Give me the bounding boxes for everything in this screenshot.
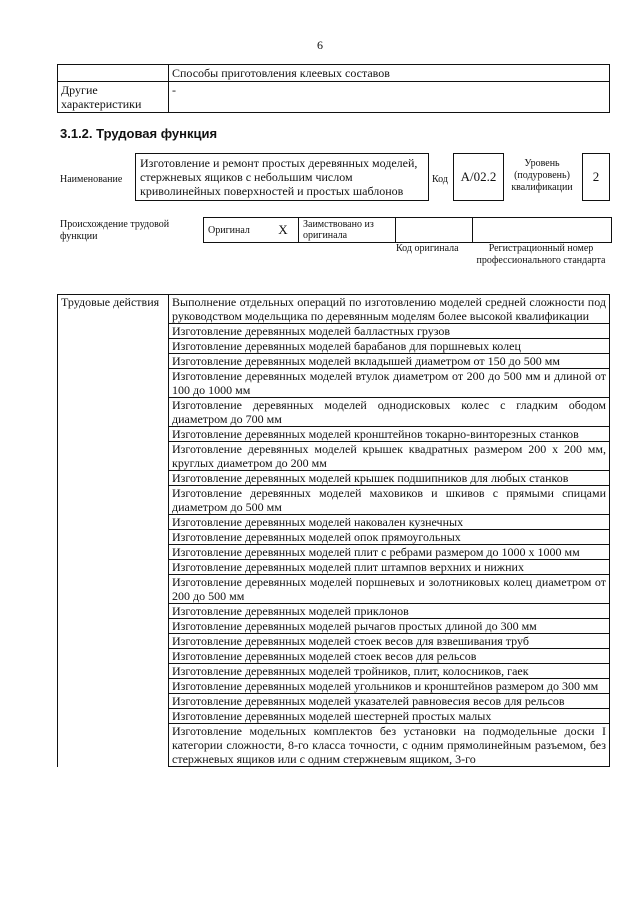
origin-table [203, 217, 612, 243]
labor-action-item: Изготовление деревянных моделей маховиков и шкивов с прямыми спицами диаметром до 500 мм [169, 486, 610, 515]
reg-number-label: Регистрационный номер профессионального стандарта [476, 243, 606, 266]
borrowed-label: Заимствовано из оригинала [299, 218, 396, 243]
labor-action-item: Изготовление деревянных моделей плит штампов верхних и нижних [169, 560, 610, 575]
labor-actions-table [57, 294, 610, 767]
labor-action-item: Изготовление деревянных моделей барабанов для поршневых колец [169, 339, 610, 354]
qualification-level-box: 2 [582, 153, 610, 201]
name-label: Наименование [60, 174, 123, 185]
labor-action-item: Изготовление деревянных моделей крышек квадратных размером 200 х 200 мм, круглых диаметром до 200 мм [169, 442, 610, 471]
code-label: Код [432, 174, 448, 185]
page-number: 6 [317, 38, 323, 52]
code-original-cell [396, 218, 473, 243]
labor-action-item: Изготовление деревянных моделей кронштейнов токарно-винторезных станков [169, 427, 610, 442]
labor-action-item: Изготовление модельных комплектов без установки на подмодельные доски I категории сложности, 8-го класса точности, с одним прямолинейным разъемом, без стержневых ящиков или с одним стержневым ящиком, 3-го [169, 724, 610, 767]
function-name-box: Изготовление и ремонт простых деревянных моделей, стержневых ящиков с небольшим числом криволинейных поверхностей и простых шаблонов [135, 153, 429, 201]
original-label: Оригинал [204, 218, 269, 243]
labor-action-item: Изготовление деревянных моделей плит с ребрами размером до 1000 х 1000 мм [169, 545, 610, 560]
labor-action-item: Выполнение отдельных операций по изготовлению моделей средней сложности под руководством модельщика по деревянным моделям более высокой квалификации [169, 295, 610, 324]
table-row [58, 82, 610, 113]
labor-action-item: Изготовление деревянных моделей крышек подшипников для любых станков [169, 471, 610, 486]
labor-action-item: Изготовление деревянных моделей стоек весов для взвешивания труб [169, 634, 610, 649]
origin-label: Происхождение трудовой функции [60, 219, 170, 242]
table-row [204, 218, 612, 243]
labor-action-item: Изготовление деревянных моделей наковален кузнечных [169, 515, 610, 530]
labor-action-item: Изготовление деревянных моделей однодисковых колес с гладким ободом диаметром до 700 мм [169, 398, 610, 427]
labor-action-item: Изготовление деревянных моделей втулок диаметром от 200 до 500 мм и длиной от 100 до 1000 мм [169, 369, 610, 398]
section-heading: 3.1.2. Трудовая функция [60, 126, 218, 141]
labor-action-item: Изготовление деревянных моделей приклонов [169, 604, 610, 619]
reg-number-cell [473, 218, 612, 243]
labor-action-item: Изготовление деревянных моделей шестерней простых малых [169, 709, 610, 724]
labor-action-item: Изготовление деревянных моделей указателей равновесия весов для рельсов [169, 694, 610, 709]
labor-action-item: Изготовление деревянных моделей балластных грузов [169, 324, 610, 339]
other-characteristics-label: Другие характеристики [58, 82, 169, 113]
labor-action-item: Изготовление деревянных моделей тройников, плит, колосников, гаек [169, 664, 610, 679]
function-code-box: А/02.2 [453, 153, 504, 201]
labor-action-item: Изготовление деревянных моделей стоек весов для рельсов [169, 649, 610, 664]
labor-action-item: Изготовление деревянных моделей вкладышей диаметром от 150 до 500 мм [169, 354, 610, 369]
labor-actions-label: Трудовые действия [58, 295, 169, 767]
labor-action-item: Изготовление деревянных моделей опок прямоугольных [169, 530, 610, 545]
other-characteristics-value: - [169, 82, 610, 113]
characteristics-table [57, 64, 610, 113]
labor-action-item: Изготовление деревянных моделей поршневых и золотниковых колец диаметром от 200 до 500 мм [169, 575, 610, 604]
table-row [58, 65, 610, 82]
table-row [58, 295, 610, 324]
labor-action-item: Изготовление деревянных моделей рычагов простых длиной до 300 мм [169, 619, 610, 634]
labor-action-item: Изготовление деревянных моделей угольников и кронштейнов размером до 300 мм [169, 679, 610, 694]
cell-value: Способы приготовления клеевых составов [169, 65, 610, 82]
empty-label-cell [58, 65, 169, 82]
code-original-label: Код оригинала [396, 243, 459, 254]
original-mark: X [268, 218, 299, 243]
qualification-level-label: Уровень (подуровень) квалификации [511, 158, 573, 193]
